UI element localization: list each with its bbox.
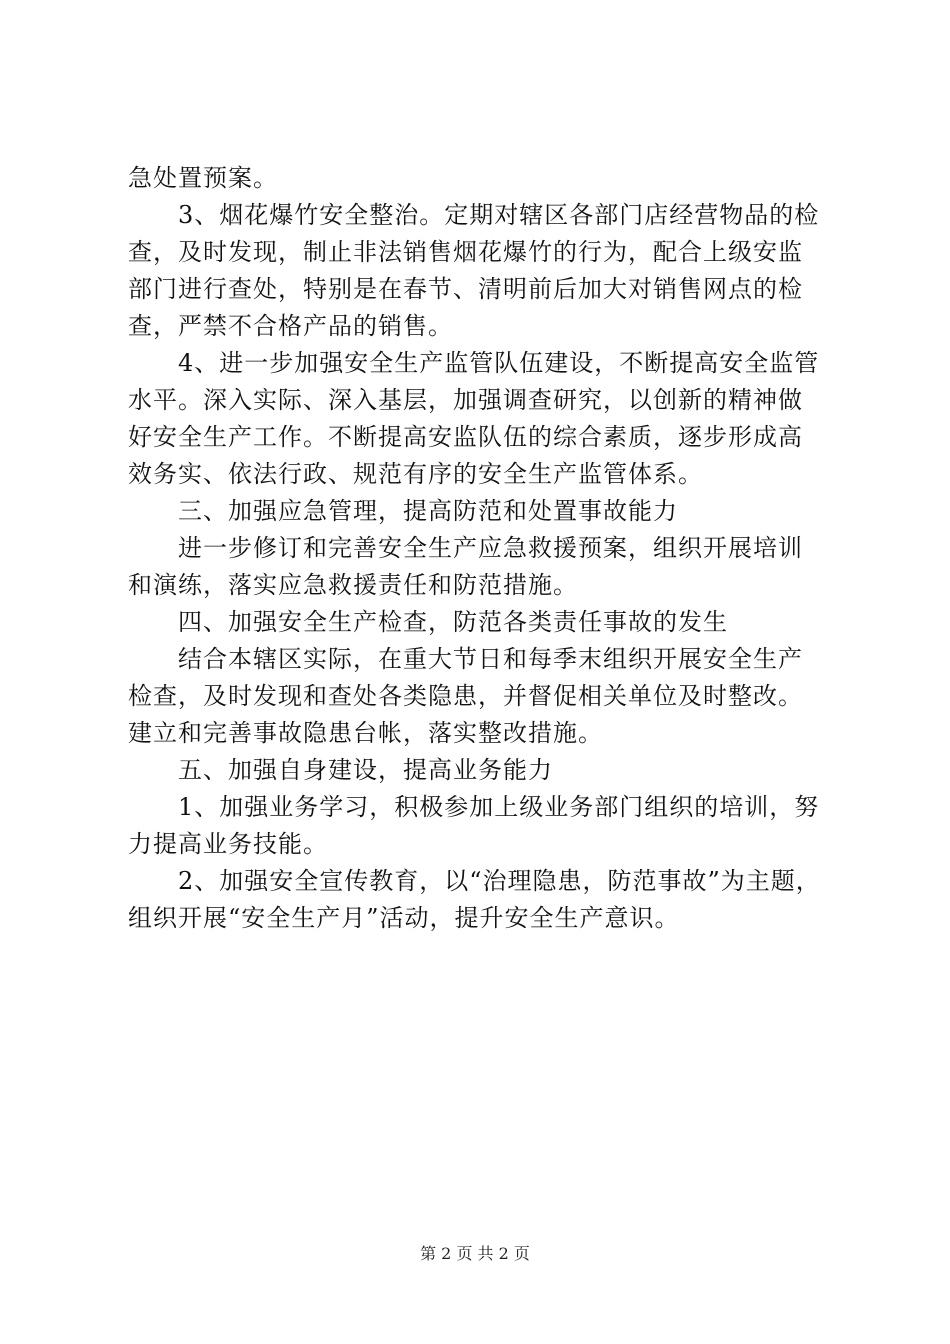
section-heading: 三、加强应急管理，提高防范和处置事故能力 bbox=[178, 497, 678, 525]
text-line: 3、烟花爆竹安全整治。定期对辖区各部门店经营物品的检 bbox=[178, 201, 820, 229]
section-heading: 四、加强安全生产检查，防范各类责任事故的发生 bbox=[178, 608, 728, 636]
text-line: 进一步修订和完善安全生产应急救援预案，组织开展培训 bbox=[178, 534, 803, 562]
text-line: 查，严禁不合格产品的销售。 bbox=[128, 312, 453, 340]
text-line: 急处置预案。 bbox=[128, 164, 278, 192]
document-body bbox=[128, 160, 838, 937]
text-line: 水平。深入实际、深入基层，加强调查研究，以创新的精神做 bbox=[128, 386, 803, 414]
text-line: 和演练，落实应急救援责任和防范措施。 bbox=[128, 571, 578, 599]
text-line: 组织开展“安全生产月”活动，提升安全生产意识。 bbox=[128, 904, 680, 932]
text-line: 结合本辖区实际，在重大节日和每季末组织开展安全生产 bbox=[178, 645, 803, 673]
text-line: 2、加强安全宣传教育，以“治理隐患，防范事故”为主题， bbox=[178, 867, 821, 895]
text-line: 1、加强业务学习，积极参加上级业务部门组织的培训，努 bbox=[178, 793, 820, 821]
text-line: 好安全生产工作。不断提高安监队伍的综合素质，逐步形成高 bbox=[128, 423, 803, 451]
text-line: 力提高业务技能。 bbox=[128, 830, 328, 858]
text-line: 查，及时发现，制止非法销售烟花爆竹的行为，配合上级安监 bbox=[128, 238, 803, 266]
section-heading: 五、加强自身建设，提高业务能力 bbox=[178, 756, 553, 784]
text-line: 效务实、依法行政、规范有序的安全生产监管体系。 bbox=[128, 460, 703, 488]
text-line: 4、进一步加强安全生产监管队伍建设，不断提高安全监管 bbox=[178, 349, 820, 377]
page-number-footer: 第 2 页 共 2 页 bbox=[420, 1244, 530, 1263]
text-line: 建立和完善事故隐患台帐，落实整改措施。 bbox=[128, 719, 603, 747]
text-line: 检查，及时发现和查处各类隐患，并督促相关单位及时整改。 bbox=[128, 682, 803, 710]
text-line: 部门进行查处，特别是在春节、清明前后加大对销售网点的检 bbox=[128, 275, 803, 303]
